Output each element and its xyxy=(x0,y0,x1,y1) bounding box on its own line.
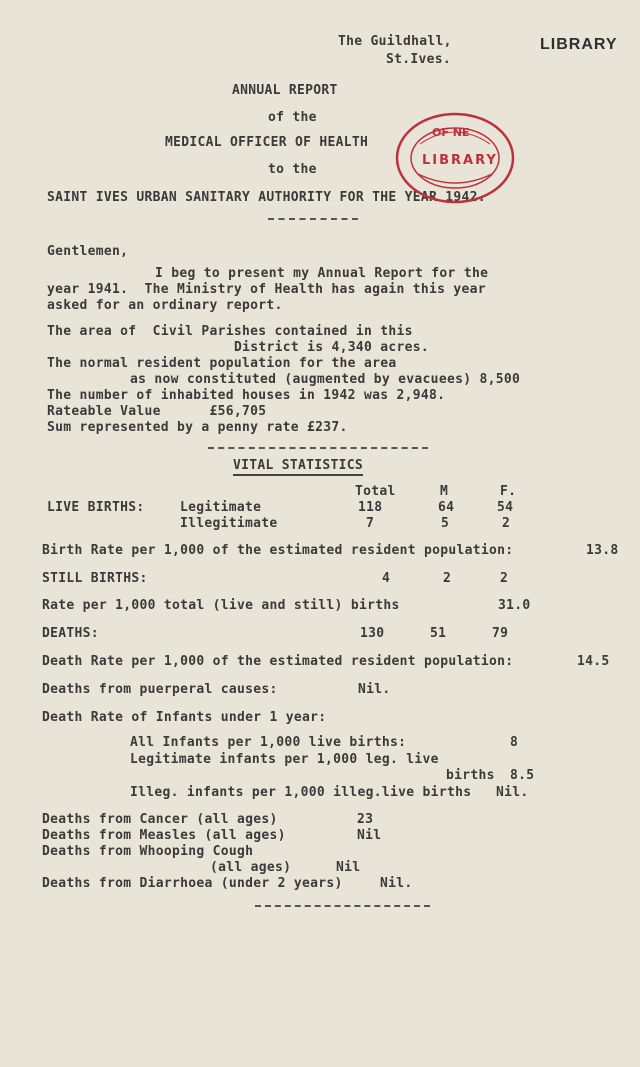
still-total: 4 xyxy=(382,571,391,586)
legit-m: 64 xyxy=(438,500,455,515)
diarrhoea-label: Deaths from Diarrhoea (under 2 years) xyxy=(42,876,343,891)
all-infants-value: 8 xyxy=(510,735,519,750)
whooping-label: Deaths from Whooping Cough xyxy=(42,844,254,859)
illegit-f: 2 xyxy=(502,516,511,531)
library-seal-icon xyxy=(390,108,520,208)
title-line-5: SAINT IVES URBAN SANITARY AUTHORITY FOR THE YEAR 1942. xyxy=(47,190,486,205)
intro-line-1: I beg to present my Annual Report for the xyxy=(155,266,489,281)
vital-heading: VITAL STATISTICS xyxy=(233,458,363,476)
deaths-f: 79 xyxy=(492,626,509,641)
cancer-value: 23 xyxy=(357,812,374,827)
deaths-total: 130 xyxy=(360,626,385,641)
diarrhoea-value: Nil. xyxy=(380,876,413,891)
area-line-6: Rateable Value £56,705 xyxy=(47,404,267,419)
live-births-label: LIVE BIRTHS: xyxy=(47,500,145,515)
title-line-1: ANNUAL REPORT xyxy=(232,83,338,98)
legit-infants-label-2: births xyxy=(446,768,495,783)
illeg-infants-value: Nil. xyxy=(496,785,529,800)
birth-rate-value: 13.8 xyxy=(586,543,619,558)
address-line-1: The Guildhall, xyxy=(338,34,452,49)
svg-text:LIBRARY: LIBRARY xyxy=(422,153,498,168)
illegit-total: 7 xyxy=(366,516,375,531)
measles-label: Deaths from Measles (all ages) xyxy=(42,828,286,843)
whooping-label-2: (all ages) xyxy=(210,860,292,875)
measles-value: Nil xyxy=(357,828,382,843)
end-divider xyxy=(255,905,430,907)
deaths-label: DEATHS: xyxy=(42,626,99,641)
title-line-3: MEDICAL OFFICER OF HEALTH xyxy=(165,135,369,150)
still-rate-label: Rate per 1,000 total (live and still) births xyxy=(42,598,400,613)
col-female: F. xyxy=(500,484,517,499)
address-line-2: St.Ives. xyxy=(386,52,452,67)
death-rate-label: Death Rate per 1,000 of the estimated resident population: xyxy=(42,654,514,669)
area-line-1: The area of Civil Parishes contained in this xyxy=(47,324,413,339)
col-male: M xyxy=(440,484,449,499)
deaths-m: 51 xyxy=(430,626,447,641)
all-infants-label: All Infants per 1,000 live births: xyxy=(130,735,407,750)
still-rate-value: 31.0 xyxy=(498,598,531,613)
area-line-4: as now constituted (augmented by evacuees) 8,500 xyxy=(130,372,521,387)
legit-total: 118 xyxy=(358,500,383,515)
legit-label: Legitimate xyxy=(180,500,262,515)
area-line-5: The number of inhabited houses in 1942 was 2,948. xyxy=(47,388,446,403)
still-f: 2 xyxy=(500,571,509,586)
salutation: Gentlemen, xyxy=(47,244,129,259)
area-line-2: District is 4,340 acres. xyxy=(234,340,430,355)
intro-line-3: asked for an ordinary report. xyxy=(47,298,283,313)
area-line-7: Sum represented by a penny rate £237. xyxy=(47,420,348,435)
cancer-label: Deaths from Cancer (all ages) xyxy=(42,812,278,827)
intro-line-2: year 1941. The Ministry of Health has again this year xyxy=(47,282,486,297)
library-stamp: LIBRARY xyxy=(540,36,618,53)
illegit-label: Illegitimate xyxy=(180,516,278,531)
birth-rate-label: Birth Rate per 1,000 of the estimated resident population: xyxy=(42,543,514,558)
legit-f: 54 xyxy=(497,500,514,515)
title-line-2: of the xyxy=(268,110,317,125)
svg-text:OF NE: OF NE xyxy=(432,126,470,139)
still-m: 2 xyxy=(443,571,452,586)
area-line-3: The normal resident population for the area xyxy=(47,356,397,371)
title-line-4: to the xyxy=(268,162,317,177)
area-divider xyxy=(208,447,428,449)
legit-infants-label: Legitimate infants per 1,000 leg. live xyxy=(130,752,439,767)
death-rate-value: 14.5 xyxy=(577,654,610,669)
col-total: Total xyxy=(355,484,396,499)
puerperal-label: Deaths from puerperal causes: xyxy=(42,682,278,697)
puerperal-value: Nil. xyxy=(358,682,391,697)
infant-rate-label: Death Rate of Infants under 1 year: xyxy=(42,710,327,725)
still-births-label: STILL BIRTHS: xyxy=(42,571,148,586)
legit-infants-value: 8.5 xyxy=(510,768,535,783)
illegit-m: 5 xyxy=(441,516,450,531)
title-divider xyxy=(268,218,358,220)
whooping-value: Nil xyxy=(336,860,361,875)
illeg-infants-label: Illeg. infants per 1,000 illeg.live births xyxy=(130,785,472,800)
